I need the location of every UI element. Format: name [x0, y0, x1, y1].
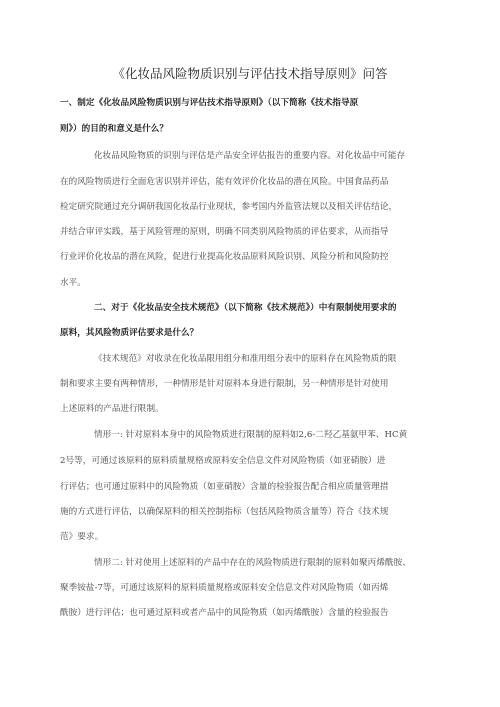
section2-paragraph1-line-2: 制和要求主要有两种情形，一种情形是针对原料本身进行限制，另一种情形是针对使用 — [60, 379, 389, 389]
section2-paragraph2-line-4: 施的方式进行评估，以确保原料的相关控制指标（包括风险物质含量等）符合《技术规 — [60, 507, 389, 517]
section2-heading-line-1: 二、对于《化妆品安全技术规范》（以下简称《技术规范》）中有限制使用要求的 — [94, 303, 397, 313]
section1-heading-line-1: 一、制定《化妆品风险物质识别与评估技术指导原则》（以下简称《技术指导原 — [60, 98, 359, 108]
section1-paragraph-line-3: 检定研究院通过充分调研我国化妆品行业现状，参考国内外监管法规以及相关评估结论， — [60, 202, 398, 212]
section2-paragraph1-line-3: 上述原料的产品进行限制。 — [60, 404, 164, 414]
section1-paragraph-line-2: 在的风险物质进行全面危害识别并评估，能有效评价化妆品的潜在风险。中国食品药品 — [60, 177, 389, 187]
section2-paragraph3-line-2: 聚季铵盐-7等，可通过该原料的原料质量规格或原料安全信息文件对风险物质（如丙烯 — [60, 583, 389, 593]
section1-heading-line-2: 则》）的目的和意义是什么？ — [60, 124, 169, 134]
section2-paragraph2-line-2: 2号等，可通过该原料的原料质量规格或原料安全信息文件对风险物质（如亚硝胺）进 — [60, 456, 386, 466]
section2-heading-line-2: 原料，其风险物质评估要求是什么？ — [60, 328, 199, 338]
section2-paragraph3-line-3: 酰胺）进行评估；也可通过原料或者产品中的风险物质（如丙烯酰胺）含量的检验报告 — [60, 608, 389, 618]
section2-paragraph2-line-5: 范》要求。 — [60, 532, 104, 542]
section1-paragraph-line-5: 行业评价化妆品的潜在风险，促进行业提高化妆品原料风险识别、风险分析和风险防控 — [60, 252, 389, 262]
document-title: 《化妆品风险物质识别与评估技术指导原则》问答 — [112, 66, 388, 81]
section1-paragraph-line-4: 并结合审评实践，基于风险管理的原则，明确不同类别风险物质的评估要求，从而指导 — [60, 227, 389, 237]
section2-paragraph2-line-3: 行评估；也可通过原料中的风险物质（如亚硝胺）含量的检验报告配合相应质量管理措 — [60, 482, 389, 492]
section1-paragraph-line-6: 水平。 — [60, 278, 86, 288]
section2-paragraph3-line-1: 情形二: 针对使用上述原料的产品中存在的风险物质进行限制的原料如聚丙烯酰胺、 — [94, 558, 411, 568]
section1-paragraph-line-1: 化妆品风险物质的识别与评估是产品安全评估报告的重要内容。对化妆品中可能存 — [94, 151, 406, 161]
section2-paragraph2-line-1: 情形一: 针对原料本身中的风险物质进行限制的原料如2,6-二羟乙基氨甲苯、HC黄 — [94, 430, 408, 440]
section2-paragraph1-line-1: 《技术规范》对收录在化妆品限用组分和准用组分表中的原料存在风险物质的限 — [94, 354, 397, 364]
